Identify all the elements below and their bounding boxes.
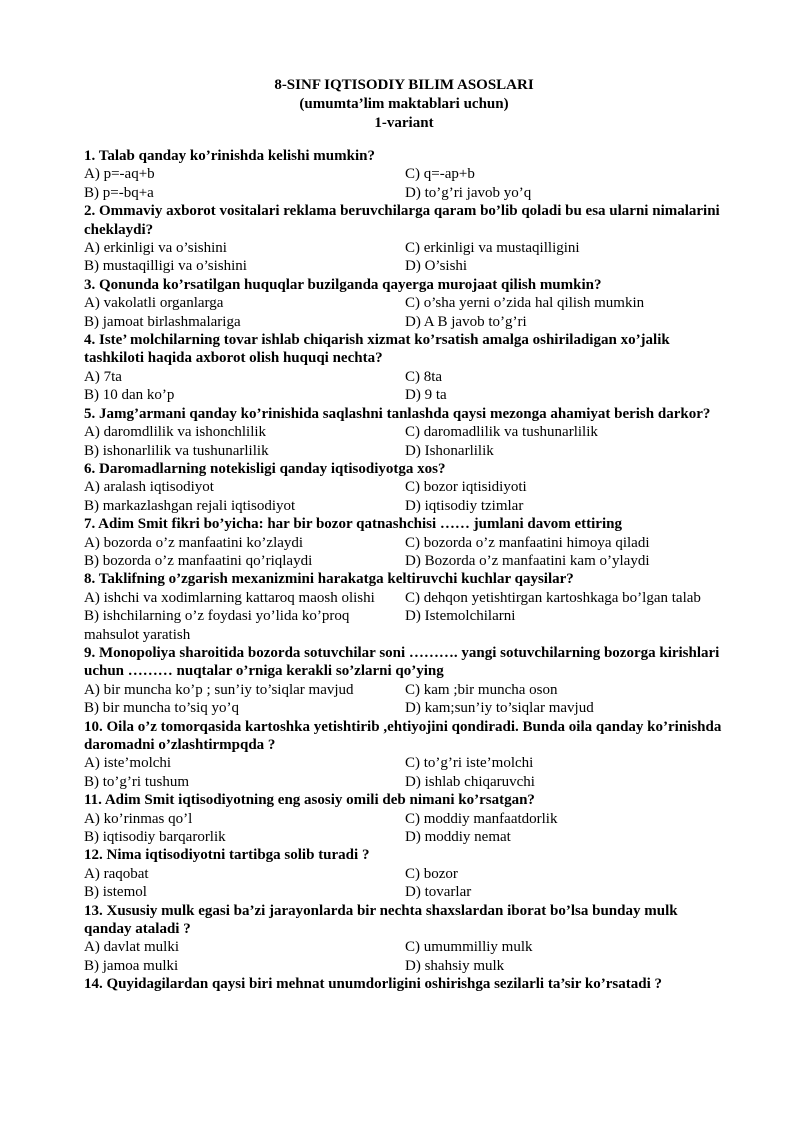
answer-row xyxy=(84,865,724,883)
answer-option-b: B) ishchilarning o’z foydasi yo’lida ko’proq mahsulot yaratish xyxy=(84,608,350,643)
question-block xyxy=(84,515,724,570)
answer-option-a: A) vakolatli organlarga xyxy=(84,295,224,312)
answer-option-a: A) iste’molchi xyxy=(84,755,172,772)
answer-option-d: D) Istemolchilarni xyxy=(405,608,516,625)
answer-option-d: D) 9 ta xyxy=(405,387,447,404)
answer-option-a: A) bir muncha ko’p ; sun’iy to’siqlar mavjud xyxy=(84,681,354,698)
answer-option-d: D) shahsiy mulk xyxy=(405,957,505,974)
answer-option-b: B) to’g’ri tushum xyxy=(84,773,189,790)
answer-option-a: A) daromdlilik va ishonchlilik xyxy=(84,424,267,441)
answer-option-c: C) erkinligi va mustaqilligini xyxy=(405,240,580,257)
answer-row xyxy=(84,423,724,441)
question-block xyxy=(84,570,724,644)
answer-row xyxy=(84,957,724,975)
header xyxy=(84,76,724,133)
question-block xyxy=(84,791,724,846)
answer-option-c: C) umummilliy mulk xyxy=(405,939,533,956)
answer-row xyxy=(84,497,724,515)
answer-option-b: B) mustaqilligi va o’sishini xyxy=(84,258,247,275)
answer-option-a: A) davlat mulki xyxy=(84,939,179,956)
variant-label: 1-variant xyxy=(374,115,434,131)
answer-option-b: B) markazlashgan rejali iqtisodiyot xyxy=(84,497,296,514)
answer-row xyxy=(84,386,724,404)
question-text: 13. Xususiy mulk egasi ba’zi jarayonlarda bir nechta shaxslardan iborat bo’lsa bunday mulk qanday ataladi ? xyxy=(84,902,678,938)
answer-option-b: B) istemol xyxy=(84,884,147,901)
answer-option-b: B) jamoa mulki xyxy=(84,957,179,974)
answer-option-a: A) p=-aq+b xyxy=(84,166,155,183)
answer-option-d: D) to’g’ri javob yo’q xyxy=(405,184,532,201)
answer-option-a: A) ko’rinmas qo’l xyxy=(84,810,193,827)
answer-option-c: C) to’g’ri iste’molchi xyxy=(405,755,534,772)
answer-option-b: B) jamoat birlashmalariga xyxy=(84,313,241,330)
answer-row xyxy=(84,699,724,717)
question-text: 7. Adim Smit fikri bo’yicha: har bir bozor qatnashchisi …… jumlani davom ettiring xyxy=(84,516,622,533)
answer-row xyxy=(84,681,724,699)
answer-row xyxy=(84,552,724,570)
question-text: 8. Taklifning o’zgarish mexanizmini harakatga keltiruvchi kuchlar qaysilar? xyxy=(84,571,574,588)
question-block xyxy=(84,975,724,993)
question-text: 2. Ommaviy axborot vositalari reklama beruvchilarga qaram bo’lib qoladi bu esa ularni nimalarini cheklaydi? xyxy=(84,203,720,238)
answer-option-a: A) ishchi va xodimlarning kattaroq maosh olishi xyxy=(84,589,375,606)
answer-option-d: D) iqtisodiy tzimlar xyxy=(405,497,524,514)
answer-row xyxy=(84,257,724,275)
answer-option-b: B) bir muncha to’siq yo’q xyxy=(84,700,239,717)
answer-row xyxy=(84,165,724,183)
question-text: 14. Quyidagilardan qaysi biri mehnat unumdorligini oshirishga sezilarli ta’sir ko’rsatadi ? xyxy=(84,976,662,993)
answer-row xyxy=(84,534,724,552)
question-block xyxy=(84,276,724,331)
answer-option-c: C) bozor xyxy=(405,865,458,882)
answer-row xyxy=(84,773,724,791)
question-block xyxy=(84,846,724,901)
answer-option-a: A) erkinligi va o’sishini xyxy=(84,240,227,257)
question-text: 9. Monopoliya sharoitida bozorda sotuvchilar soni ………. yangi sotuvchilarning bozorga kirishlari uchun ……… nuqtalar o’rniga kerakli so’zlarni qo’ying xyxy=(84,644,720,680)
question-text: 10. Oila o’z tomorqasida kartoshka yetishtirib ,ehtiyojini qondiradi. Bunda oila qanday ko’rinishda daromadni o’zlashtirmpqda ? xyxy=(84,718,722,753)
question-block xyxy=(84,331,724,405)
answer-row xyxy=(84,184,724,202)
answer-option-d: D) kam;sun’iy to’siqlar mavjud xyxy=(405,700,594,717)
answer-row xyxy=(84,294,724,312)
answer-option-d: D) ishlab chiqaruvchi xyxy=(405,773,535,790)
document-subtitle: (umumta’lim maktablari uchun) xyxy=(299,96,509,112)
question-text: 1. Talab qanday ko’rinishda kelishi mumkin? xyxy=(84,148,375,164)
question-block xyxy=(84,644,724,718)
answer-option-c: C) 8ta xyxy=(405,368,443,385)
question-block xyxy=(84,147,724,202)
question-text: 5. Jamg’armani qanday ko’rinishida saqlashni tanlashda qaysi mezonga ahamiyat berish darkor? xyxy=(84,405,711,422)
answer-row xyxy=(84,478,724,496)
question-block xyxy=(84,202,724,276)
question-text: 6. Daromadlarning notekisligi qanday iqtisodiyotga xos? xyxy=(84,460,446,477)
answer-option-b: B) ishonarlilik va tushunarlilik xyxy=(84,442,269,459)
question-block xyxy=(84,405,724,460)
answer-option-d: D) Bozorda o’z manfaatini kam o’ylaydi xyxy=(405,552,650,569)
answer-row xyxy=(84,883,724,901)
answer-option-d: D) tovarlar xyxy=(405,884,472,901)
question-text: 4. Iste’ molchilarning tovar ishlab chiqarish xizmat ko’rsatish amalga oshiriladigan xo’jalik tashkiloti haqida axborot olish huquqi nechta? xyxy=(84,332,670,367)
answer-option-c: C) bozor iqtisidiyoti xyxy=(405,479,527,496)
answer-option-d: D) A B javob to’g’ri xyxy=(405,313,527,330)
question-block xyxy=(84,902,724,976)
answer-option-c: C) daromadlilik va tushunarlilik xyxy=(405,424,598,441)
question-text: 12. Nima iqtisodiyotni tartibga solib turadi ? xyxy=(84,847,370,864)
answer-option-c: C) moddiy manfaatdorlik xyxy=(405,810,558,827)
document-title: 8-SINF IQTISODIY BILIM ASOSLARI xyxy=(274,77,534,93)
answer-option-b: B) iqtisodiy barqarorlik xyxy=(84,829,226,846)
answer-option-d: D) Ishonarlilik xyxy=(405,442,494,459)
answer-option-d: D) moddiy nemat xyxy=(405,829,511,846)
answer-row xyxy=(84,313,724,331)
answer-option-b: B) bozorda o’z manfaatini qo’riqlaydi xyxy=(84,552,313,569)
answer-option-a: A) aralash iqtisodiyot xyxy=(84,479,214,496)
question-block xyxy=(84,718,724,792)
answer-option-a: A) bozorda o’z manfaatini ko’zlaydi xyxy=(84,534,304,551)
question-text: 3. Qonunda ko’rsatilgan huquqlar buzilganda qayerga murojaat qilish mumkin? xyxy=(84,276,602,293)
question-text: 11. Adim Smit iqtisodiyotning eng asosiy omili deb nimani ko’rsatgan? xyxy=(84,792,535,809)
answer-row xyxy=(84,607,724,644)
answer-row xyxy=(84,938,724,956)
answer-option-c: C) dehqon yetishtirgan kartoshkaga bo’lgan talab xyxy=(405,589,701,606)
answer-option-c: C) bozorda o’z manfaatini himoya qiladi xyxy=(405,534,650,551)
answer-row xyxy=(84,239,724,257)
answer-row xyxy=(84,368,724,386)
answer-row xyxy=(84,589,724,607)
answer-option-c: C) q=-ap+b xyxy=(405,166,475,183)
question-list xyxy=(84,147,724,994)
answer-row xyxy=(84,828,724,846)
test-page xyxy=(84,76,724,994)
answer-option-d: D) O’sishi xyxy=(405,258,468,275)
answer-row xyxy=(84,754,724,772)
answer-option-b: B) p=-bq+a xyxy=(84,184,154,201)
answer-option-c: C) kam ;bir muncha oson xyxy=(405,681,558,698)
answer-option-c: C) o’sha yerni o’zida hal qilish mumkin xyxy=(405,295,645,312)
answer-row xyxy=(84,810,724,828)
answer-option-b: B) 10 dan ko’p xyxy=(84,387,175,404)
question-block xyxy=(84,460,724,515)
answer-row xyxy=(84,442,724,460)
answer-option-a: A) raqobat xyxy=(84,865,149,882)
answer-option-a: A) 7ta xyxy=(84,368,122,385)
